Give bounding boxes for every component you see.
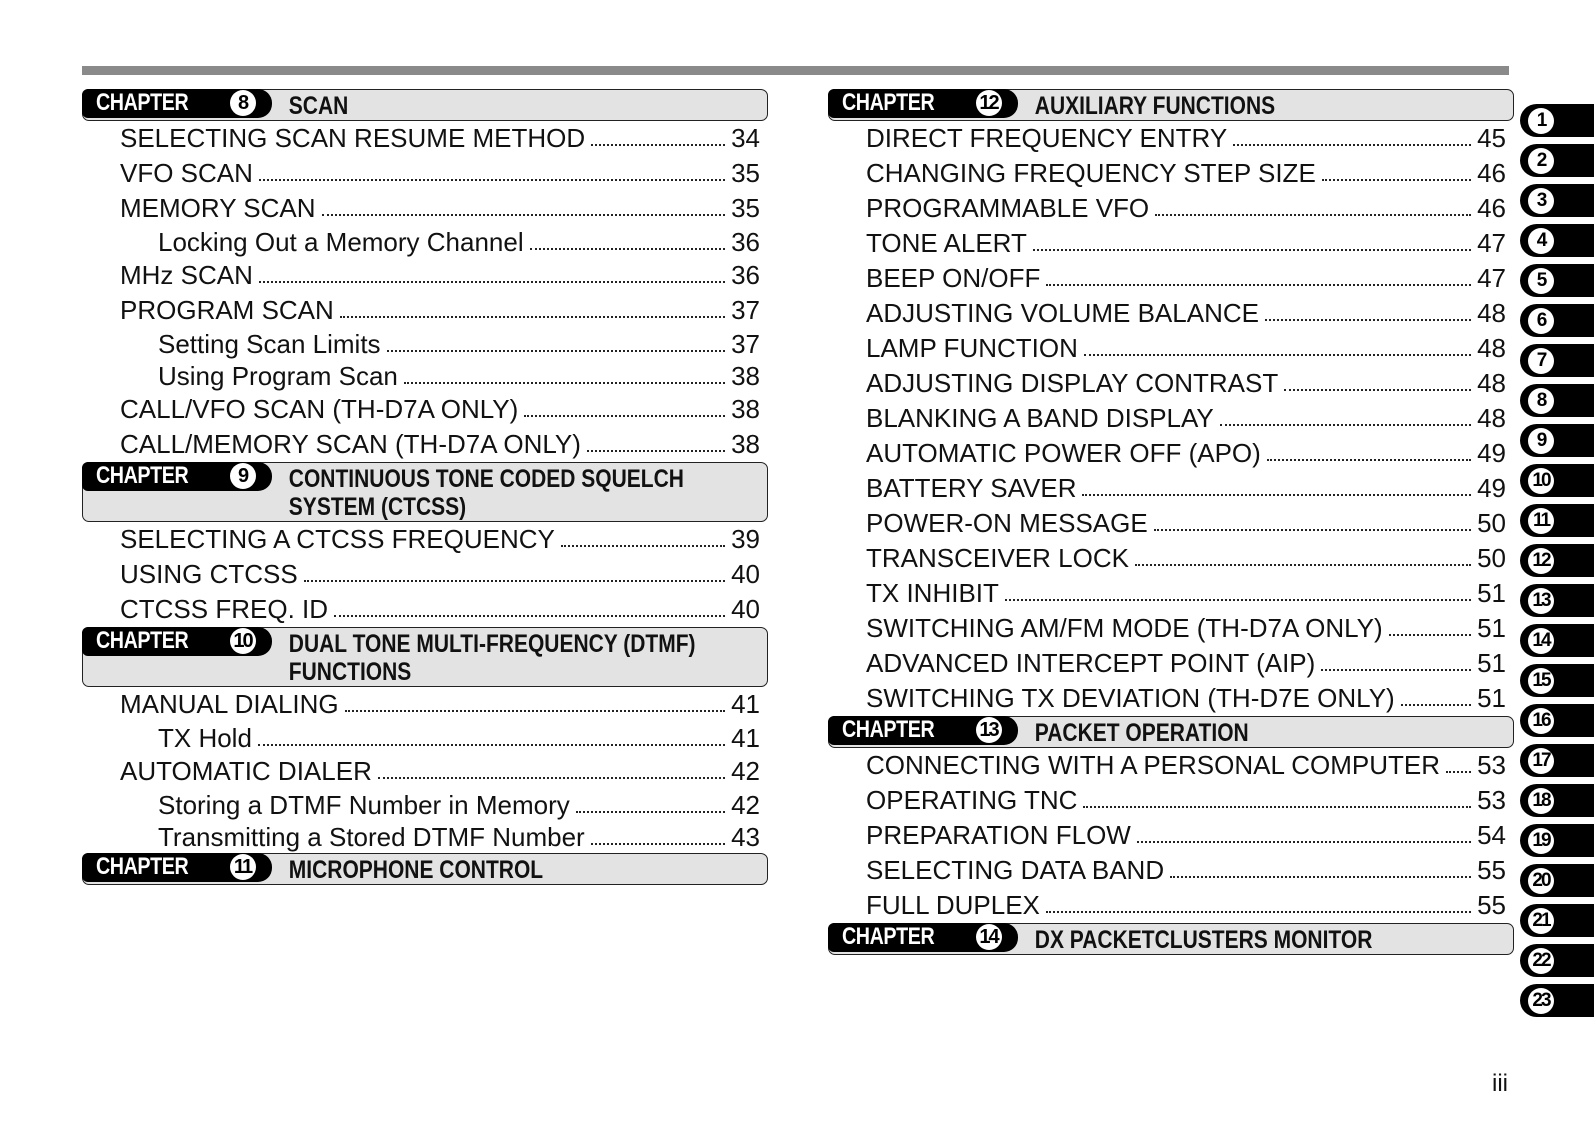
toc-entry-title: AUTOMATIC POWER OFF (APO) [866, 438, 1261, 468]
toc-entry-title: BEEP ON/OFF [866, 263, 1041, 293]
chapter-header [82, 89, 768, 121]
toc-entry-title: CHANGING FREQUENCY STEP SIZE [866, 158, 1316, 188]
toc-entry[interactable] [828, 366, 1514, 401]
chapter-tag [82, 462, 272, 491]
toc-entry[interactable] [82, 722, 768, 754]
chapter-label: CHAPTER [95, 89, 188, 116]
toc-entry-page: 53 [1477, 750, 1506, 780]
chapter-tab[interactable] [1520, 624, 1594, 657]
chapter-tab-number: 17 [1528, 748, 1554, 774]
toc-entry-title: Locking Out a Memory Channel [158, 227, 524, 257]
chapter-tab[interactable] [1520, 504, 1594, 537]
chapter-title [1018, 90, 1275, 120]
dot-leader [1154, 528, 1471, 531]
toc-entry[interactable] [828, 506, 1514, 541]
dot-leader [259, 178, 725, 181]
toc-entry-page: 41 [731, 723, 760, 753]
toc-entry-title: TRANSCEIVER LOCK [866, 543, 1129, 573]
toc-entry[interactable] [82, 687, 768, 722]
dot-leader [304, 579, 725, 582]
chapter-tag [828, 923, 1018, 952]
toc-entry-title: ADJUSTING VOLUME BALANCE [866, 298, 1259, 328]
chapter-tab-number: 23 [1528, 988, 1554, 1014]
toc-entry-title: TONE ALERT [866, 228, 1027, 258]
chapter-tab-number: 20 [1528, 868, 1554, 894]
chapter-title-line: MICROPHONE CONTROL [288, 856, 543, 884]
chapter-tab-number: 6 [1528, 308, 1554, 334]
toc-entry-page: 48 [1477, 368, 1506, 398]
toc-entry-title: CTCSS FREQ. ID [120, 594, 329, 624]
toc-entry-page: 48 [1477, 298, 1506, 328]
chapter-label: CHAPTER [841, 89, 934, 116]
chapter-tab-number: 15 [1528, 668, 1554, 694]
toc-entry-title: PROGRAMMABLE VFO [866, 193, 1150, 223]
chapter-tab[interactable] [1520, 464, 1594, 497]
chapter-tab[interactable] [1520, 224, 1594, 257]
dot-leader [561, 544, 725, 547]
chapter-header [828, 923, 1514, 955]
toc-entry-page: 47 [1477, 228, 1506, 258]
toc-entry-title: CALL/MEMORY SCAN (TH-D7A ONLY) [120, 429, 581, 459]
toc-entry-page: 38 [731, 361, 760, 391]
toc-entry[interactable] [82, 557, 768, 592]
toc-entry-title: TX Hold [158, 723, 252, 753]
toc-entry[interactable] [828, 296, 1514, 331]
toc-entry-page: 39 [731, 524, 760, 554]
chapter-tab-number: 19 [1528, 828, 1554, 854]
toc-entry-page: 51 [1477, 578, 1506, 608]
chapter-tag [82, 627, 272, 656]
chapter-tab[interactable] [1520, 664, 1594, 697]
chapter-title [272, 90, 348, 120]
chapter-title-line: FUNCTIONS [288, 658, 411, 686]
chapter-header [82, 853, 768, 885]
dot-leader [591, 143, 725, 146]
chapter-header [82, 462, 768, 522]
toc-entry-title: SELECTING SCAN RESUME METHOD [120, 123, 586, 153]
toc-entry-page: 47 [1477, 263, 1506, 293]
chapter-tab-number: 22 [1528, 948, 1554, 974]
chapter-tab[interactable] [1520, 424, 1594, 457]
chapter-tab[interactable] [1520, 984, 1594, 1017]
toc-entry-page: 51 [1477, 648, 1506, 678]
toc-entry-page: 41 [731, 689, 760, 719]
chapter-tab[interactable] [1520, 384, 1594, 417]
toc-entry-page: 55 [1477, 855, 1506, 885]
dot-leader [1046, 283, 1471, 286]
page-number: iii [1492, 1070, 1508, 1097]
chapter-tab[interactable] [1520, 544, 1594, 577]
chapter-tab-number: 1 [1528, 108, 1554, 134]
dot-leader [1137, 840, 1471, 843]
chapter-header [828, 716, 1514, 748]
dot-leader [1321, 668, 1471, 671]
toc-entry-title: CONNECTING WITH A PERSONAL COMPUTER [866, 750, 1440, 780]
dot-leader [1265, 318, 1471, 321]
toc-entry-title: OPERATING TNC [866, 785, 1078, 815]
toc-entry[interactable] [828, 888, 1514, 923]
toc-entry-page: 53 [1477, 785, 1506, 815]
toc-entry-page: 45 [1477, 123, 1506, 153]
toc-entry-title: Using Program Scan [158, 361, 398, 391]
chapter-tabs [1520, 104, 1594, 1024]
chapter-tag [828, 716, 1018, 745]
toc-entry[interactable] [828, 226, 1514, 261]
toc-entry-page: 46 [1477, 193, 1506, 223]
toc-entry[interactable] [828, 331, 1514, 366]
toc-entry[interactable] [828, 156, 1514, 191]
chapter-tab[interactable] [1520, 784, 1594, 817]
dot-leader [1155, 213, 1471, 216]
toc-entry-page: 49 [1477, 473, 1506, 503]
chapter-tab-number: 21 [1528, 908, 1554, 934]
toc-entry[interactable] [82, 522, 768, 557]
toc-entry[interactable] [828, 576, 1514, 611]
chapter-header [82, 627, 768, 687]
chapter-tab[interactable] [1520, 944, 1594, 977]
toc-entry-page: 50 [1477, 543, 1506, 573]
dot-leader [524, 414, 725, 417]
toc-entry-title: POWER-ON MESSAGE [866, 508, 1148, 538]
chapter-tab-number: 14 [1528, 628, 1554, 654]
toc-entry-page: 36 [731, 227, 760, 257]
chapter-tab[interactable] [1520, 904, 1594, 937]
chapter-tab-number: 2 [1528, 148, 1554, 174]
toc-entry[interactable] [828, 853, 1514, 888]
chapter-tab-number: 16 [1528, 708, 1554, 734]
chapter-tab[interactable] [1520, 184, 1594, 217]
toc-entry[interactable] [82, 293, 768, 328]
dot-leader [1033, 248, 1471, 251]
dot-leader [1401, 703, 1471, 706]
toc-entry-title: ADVANCED INTERCEPT POINT (AIP) [866, 648, 1316, 678]
toc-entry-page: 49 [1477, 438, 1506, 468]
chapter-label: CHAPTER [95, 853, 188, 880]
toc-entry-title: FULL DUPLEX [866, 890, 1040, 920]
dot-leader [1082, 493, 1471, 496]
chapter-tab-number: 12 [1528, 548, 1554, 574]
toc-entry-page: 37 [731, 329, 760, 359]
toc-entry-title: VFO SCAN [120, 158, 253, 188]
dot-leader [1083, 805, 1471, 808]
toc-entry-page: 48 [1477, 333, 1506, 363]
toc-entry-page: 40 [731, 559, 760, 589]
toc-entry[interactable] [82, 592, 768, 627]
toc-entry-page: 51 [1477, 613, 1506, 643]
toc-entry-title: SWITCHING TX DEVIATION (TH-D7E ONLY) [866, 683, 1395, 713]
chapter-tab-number: 10 [1528, 468, 1554, 494]
toc-entry[interactable] [828, 436, 1514, 471]
toc-entry-page: 35 [731, 193, 760, 223]
toc-entry[interactable] [828, 541, 1514, 576]
chapter-tab-number: 3 [1528, 188, 1554, 214]
chapter-tab[interactable] [1520, 144, 1594, 177]
toc-entry[interactable] [82, 360, 768, 392]
dot-leader [1389, 633, 1471, 636]
toc-entry[interactable] [82, 821, 768, 853]
chapter-title [1018, 924, 1372, 954]
toc-entry-title: ADJUSTING DISPLAY CONTRAST [866, 368, 1279, 398]
toc-entry[interactable] [82, 328, 768, 360]
toc-entry-title: TX INHIBIT [866, 578, 999, 608]
toc-entry[interactable] [828, 471, 1514, 506]
toc-entry[interactable] [82, 392, 768, 427]
dot-leader [1084, 353, 1471, 356]
toc-entry[interactable] [82, 121, 768, 156]
toc-entry[interactable] [828, 783, 1514, 818]
toc-entry[interactable] [82, 226, 768, 258]
chapter-title-line: DUAL TONE MULTI-FREQUENCY (DTMF) [288, 630, 696, 658]
chapter-tab[interactable] [1520, 264, 1594, 297]
chapter-tab[interactable] [1520, 744, 1594, 777]
toc-entry-page: 36 [731, 260, 760, 290]
toc-entry-title: AUTOMATIC DIALER [120, 756, 372, 786]
dot-leader [1005, 598, 1471, 601]
toc-entry-page: 34 [731, 123, 760, 153]
chapter-title [272, 463, 684, 521]
chapter-tab[interactable] [1520, 704, 1594, 737]
toc-entry[interactable] [82, 191, 768, 226]
toc-entry-title: MHz SCAN [120, 260, 253, 290]
chapter-tab-number: 7 [1528, 348, 1554, 374]
toc-entry[interactable] [82, 789, 768, 821]
chapter-number: 13 [976, 717, 1002, 743]
dot-leader [258, 743, 725, 746]
dot-leader [576, 810, 725, 813]
toc-entry-page: 40 [731, 594, 760, 624]
toc-entry[interactable] [82, 754, 768, 789]
chapter-tab[interactable] [1520, 584, 1594, 617]
toc-entry-page: 43 [731, 822, 760, 852]
dot-leader [1046, 910, 1471, 913]
toc-entry-title: BLANKING A BAND DISPLAY [866, 403, 1214, 433]
chapter-tab[interactable] [1520, 344, 1594, 377]
chapter-number: 10 [230, 628, 256, 654]
dot-leader [591, 842, 725, 845]
chapter-title-line: PACKET OPERATION [1034, 719, 1249, 747]
dot-leader [1233, 143, 1471, 146]
chapter-tab-number: 8 [1528, 388, 1554, 414]
dot-leader [1284, 388, 1471, 391]
chapter-header [828, 89, 1514, 121]
chapter-number: 12 [976, 90, 1002, 116]
toc-entry-title: USING CTCSS [120, 559, 298, 589]
toc-entry[interactable] [828, 191, 1514, 226]
chapter-title-line: SYSTEM (CTCSS) [288, 493, 466, 521]
chapter-label: CHAPTER [95, 627, 188, 654]
toc-entry[interactable] [828, 646, 1514, 681]
dot-leader [1170, 875, 1471, 878]
toc-entry[interactable] [828, 261, 1514, 296]
dot-leader [322, 213, 726, 216]
chapter-tab[interactable] [1520, 864, 1594, 897]
dot-leader [587, 449, 725, 452]
chapter-title [1018, 717, 1249, 747]
chapter-number: 14 [976, 924, 1002, 950]
toc-entry[interactable] [828, 681, 1514, 716]
toc-entry-page: 46 [1477, 158, 1506, 188]
chapter-label: CHAPTER [841, 716, 934, 743]
chapter-tab[interactable] [1520, 304, 1594, 337]
toc-entry[interactable] [828, 748, 1514, 783]
toc-entry[interactable] [828, 818, 1514, 853]
toc-entry-title: MEMORY SCAN [120, 193, 316, 223]
toc-entry-page: 50 [1477, 508, 1506, 538]
dot-leader [334, 614, 725, 617]
chapter-title-line: SCAN [288, 92, 348, 120]
chapter-tag [82, 853, 272, 882]
dot-leader [1322, 178, 1471, 181]
toc-column-right [828, 89, 1514, 955]
toc-entry-title: SWITCHING AM/FM MODE (TH-D7A ONLY) [866, 613, 1383, 643]
chapter-label: CHAPTER [95, 462, 188, 489]
dot-leader [387, 349, 726, 352]
toc-entry-page: 55 [1477, 890, 1506, 920]
toc-entry-page: 54 [1477, 820, 1506, 850]
chapter-title-line: CONTINUOUS TONE CODED SQUELCH [288, 465, 684, 493]
dot-leader [1220, 423, 1471, 426]
dot-leader [340, 315, 725, 318]
top-rule [82, 66, 1509, 75]
toc-entry[interactable] [828, 611, 1514, 646]
dot-leader [1267, 458, 1471, 461]
chapter-number: 9 [230, 463, 256, 489]
chapter-title-line: AUXILIARY FUNCTIONS [1034, 92, 1275, 120]
toc-column-left [82, 89, 768, 885]
chapter-tab-number: 11 [1528, 508, 1554, 534]
toc-entry-page: 51 [1477, 683, 1506, 713]
dot-leader [259, 280, 725, 283]
chapter-label: CHAPTER [841, 923, 934, 950]
chapter-number: 11 [230, 854, 256, 880]
chapter-tab-number: 5 [1528, 268, 1554, 294]
toc-entry-title: PREPARATION FLOW [866, 820, 1131, 850]
toc-entry-title: PROGRAM SCAN [120, 295, 334, 325]
toc-entry[interactable] [82, 156, 768, 191]
chapter-tab-number: 4 [1528, 228, 1554, 254]
chapter-number: 8 [230, 90, 256, 116]
toc-entry-title: DIRECT FREQUENCY ENTRY [866, 123, 1228, 153]
chapter-tab-number: 9 [1528, 428, 1554, 454]
toc-entry[interactable] [82, 427, 768, 462]
toc-entry-title: Transmitting a Stored DTMF Number [158, 822, 585, 852]
toc-entry-title: BATTERY SAVER [866, 473, 1077, 503]
toc-entry-page: 38 [731, 429, 760, 459]
toc-entry-page: 48 [1477, 403, 1506, 433]
dot-leader [1135, 563, 1471, 566]
toc-entry-title: MANUAL DIALING [120, 689, 339, 719]
dot-leader [378, 776, 725, 779]
chapter-tab-number: 18 [1528, 788, 1554, 814]
dot-leader [404, 381, 725, 384]
toc-entry-page: 37 [731, 295, 760, 325]
chapter-title [272, 628, 696, 686]
toc-entry-title: CALL/VFO SCAN (TH-D7A ONLY) [120, 394, 519, 424]
chapter-title [272, 854, 543, 884]
toc-entry-page: 35 [731, 158, 760, 188]
dot-leader [345, 709, 725, 712]
toc-entry[interactable] [828, 121, 1514, 156]
chapter-tag [828, 89, 1018, 118]
toc-entry-title: SELECTING A CTCSS FREQUENCY [120, 524, 555, 554]
dot-leader [530, 247, 725, 250]
toc-entry-title: SELECTING DATA BAND [866, 855, 1165, 885]
toc-entry-title: Setting Scan Limits [158, 329, 381, 359]
toc-entry-page: 42 [731, 790, 760, 820]
chapter-tag [82, 89, 272, 118]
dot-leader [1446, 770, 1471, 773]
toc-entry[interactable] [828, 401, 1514, 436]
toc-entry-title: Storing a DTMF Number in Memory [158, 790, 570, 820]
chapter-tab-number: 13 [1528, 588, 1554, 614]
toc-entry-page: 42 [731, 756, 760, 786]
chapter-tab[interactable] [1520, 104, 1594, 137]
toc-entry-page: 38 [731, 394, 760, 424]
chapter-tab[interactable] [1520, 824, 1594, 857]
chapter-title-line: DX PACKETCLUSTERS MONITOR [1034, 926, 1372, 954]
toc-entry-title: LAMP FUNCTION [866, 333, 1078, 363]
toc-entry[interactable] [82, 258, 768, 293]
